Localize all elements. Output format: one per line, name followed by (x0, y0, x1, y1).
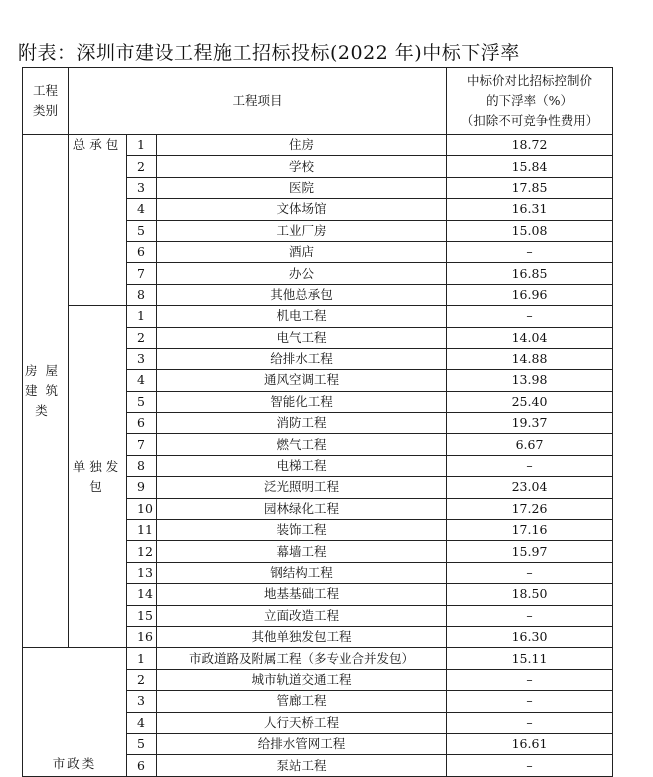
row-rate: 14.04 (447, 327, 613, 348)
row-number: 2 (127, 156, 157, 177)
row-number: 2 (127, 327, 157, 348)
row-project-name: 给排水管网工程 (157, 733, 447, 754)
row-project-name: 装饰工程 (157, 520, 447, 541)
row-number: 7 (127, 434, 157, 455)
row-rate: – (447, 455, 613, 476)
row-number: 3 (127, 348, 157, 369)
row-project-name: 幕墙工程 (157, 541, 447, 562)
row-number: 8 (127, 284, 157, 305)
row-number: 6 (127, 413, 157, 434)
category-housing-line1: 房屋 (24, 363, 66, 379)
row-project-name: 泵站工程 (157, 755, 447, 776)
row-number: 11 (127, 520, 157, 541)
row-project-name: 城市轨道交通工程 (157, 669, 447, 690)
row-rate: 15.97 (447, 541, 613, 562)
table-header-row (23, 68, 613, 135)
row-project-name: 医院 (157, 177, 447, 198)
row-number: 6 (127, 755, 157, 776)
row-number: 15 (127, 605, 157, 626)
subcategory-separate-contract-line1: 单独发 (72, 458, 123, 474)
row-rate: 17.85 (447, 177, 613, 198)
row-project-name: 立面改造工程 (157, 605, 447, 626)
row-project-name: 园林绿化工程 (157, 498, 447, 519)
row-rate: 6.67 (447, 434, 613, 455)
header-category-line1: 工程 (32, 83, 58, 98)
row-project-name: 人行天桥工程 (157, 712, 447, 733)
row-project-name: 智能化工程 (157, 391, 447, 412)
header-rate-line3: （扣除不可竞争性费用） (460, 113, 599, 128)
row-number: 5 (127, 733, 157, 754)
row-number: 1 (127, 306, 157, 327)
row-rate: – (447, 605, 613, 626)
row-number: 8 (127, 455, 157, 476)
row-number: 5 (127, 220, 157, 241)
bid-rate-table (22, 67, 613, 777)
header-category-line2: 类别 (32, 103, 58, 118)
row-rate: 16.96 (447, 284, 613, 305)
row-rate: 18.50 (447, 584, 613, 605)
row-rate: – (447, 306, 613, 327)
table-row (23, 648, 613, 669)
row-project-name: 管廊工程 (157, 691, 447, 712)
row-project-name: 电梯工程 (157, 455, 447, 476)
row-number: 1 (127, 135, 157, 156)
table-row (23, 306, 613, 327)
row-project-name: 其他单独发包工程 (157, 626, 447, 647)
row-project-name: 住房 (157, 135, 447, 156)
header-rate-line1: 中标价对比招标控制价 (467, 73, 593, 88)
row-project-name: 泛光照明工程 (157, 477, 447, 498)
row-rate: 16.85 (447, 263, 613, 284)
row-number: 4 (127, 712, 157, 733)
category-housing (23, 135, 69, 648)
row-number: 7 (127, 263, 157, 284)
row-number: 16 (127, 626, 157, 647)
row-project-name: 其他总承包 (157, 284, 447, 305)
row-rate: 16.30 (447, 626, 613, 647)
row-number: 2 (127, 669, 157, 690)
row-rate: 13.98 (447, 370, 613, 391)
row-project-name: 学校 (157, 156, 447, 177)
row-project-name: 给排水工程 (157, 348, 447, 369)
row-rate: 15.84 (447, 156, 613, 177)
row-rate: 15.08 (447, 220, 613, 241)
row-rate: – (447, 669, 613, 690)
row-rate: – (447, 755, 613, 776)
header-rate (447, 68, 613, 135)
row-project-name: 燃气工程 (157, 434, 447, 455)
table-row (23, 135, 613, 156)
row-number: 3 (127, 691, 157, 712)
row-project-name: 工业厂房 (157, 220, 447, 241)
subcategory-general-contract-label: 总承包 (72, 137, 123, 152)
row-number: 12 (127, 541, 157, 562)
subcategory-separate-contract-line2: 包 (89, 478, 106, 494)
row-number: 14 (127, 584, 157, 605)
category-housing-line3: 类 (35, 403, 56, 419)
row-number: 1 (127, 648, 157, 669)
row-number: 3 (127, 177, 157, 198)
row-project-name: 市政道路及附属工程（多专业合并发包） (157, 648, 447, 669)
row-rate: – (447, 712, 613, 733)
row-project-name: 办公 (157, 263, 447, 284)
row-rate: 14.88 (447, 348, 613, 369)
row-number: 4 (127, 370, 157, 391)
page-title: 附表：深圳市建设工程施工招标投标(2022 年)中标下浮率 (18, 42, 520, 64)
row-rate: 19.37 (447, 413, 613, 434)
row-rate: 18.72 (447, 135, 613, 156)
row-number: 4 (127, 199, 157, 220)
subcategory-general-contract (69, 135, 127, 306)
row-project-name: 地基基础工程 (157, 584, 447, 605)
row-project-name: 机电工程 (157, 306, 447, 327)
row-rate: – (447, 241, 613, 262)
row-number: 9 (127, 477, 157, 498)
row-number: 13 (127, 562, 157, 583)
row-rate: 16.31 (447, 199, 613, 220)
row-number: 10 (127, 498, 157, 519)
row-rate: 17.26 (447, 498, 613, 519)
row-number: 6 (127, 241, 157, 262)
row-rate: – (447, 691, 613, 712)
header-rate-line2: 的下浮率（%） (486, 93, 573, 108)
row-rate: 17.16 (447, 520, 613, 541)
row-rate: 15.11 (447, 648, 613, 669)
subcategory-separate-contract (69, 306, 127, 648)
row-rate: 16.61 (447, 733, 613, 754)
row-rate: 23.04 (447, 477, 613, 498)
header-category (23, 68, 69, 135)
row-number: 5 (127, 391, 157, 412)
row-project-name: 文体场馆 (157, 199, 447, 220)
row-project-name: 电气工程 (157, 327, 447, 348)
header-project: 工程项目 (69, 68, 447, 135)
row-project-name: 酒店 (157, 241, 447, 262)
category-housing-line2: 建筑 (24, 383, 66, 399)
row-rate: 25.40 (447, 391, 613, 412)
row-rate: – (447, 562, 613, 583)
row-project-name: 消防工程 (157, 413, 447, 434)
row-project-name: 通风空调工程 (157, 370, 447, 391)
category-municipal: 市政类 (23, 648, 127, 776)
row-project-name: 钢结构工程 (157, 562, 447, 583)
